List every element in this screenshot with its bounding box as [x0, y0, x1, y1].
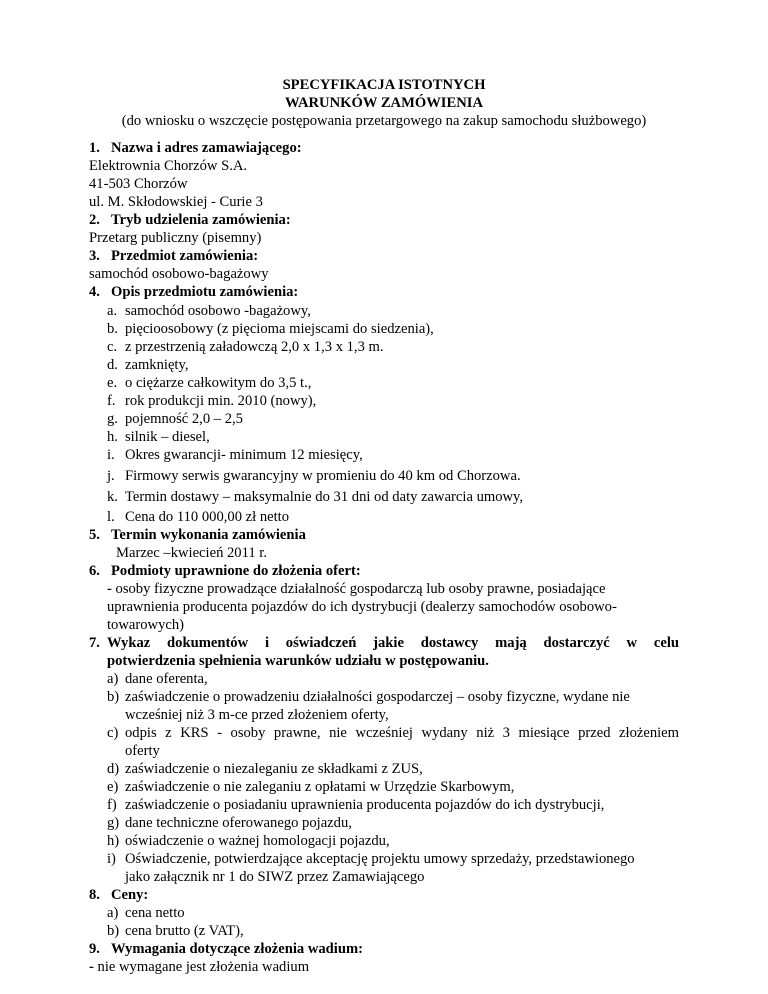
list-item — [107, 670, 208, 688]
section-6-line-1 — [107, 580, 605, 598]
list-item — [107, 724, 679, 742]
section-9-heading — [89, 940, 363, 958]
list-marker: g) — [107, 815, 120, 831]
section-5-heading — [89, 526, 306, 544]
list-marker: b. — [107, 321, 118, 337]
list-marker: f) — [107, 797, 117, 813]
section-number: 1. — [89, 140, 100, 156]
section-9-line — [89, 958, 309, 976]
list-item — [107, 356, 188, 374]
list-item — [107, 832, 390, 850]
section-6-line-3: towarowych) — [107, 617, 184, 633]
list-item — [107, 760, 423, 778]
list-text: Okres gwarancji- minimum 12 miesięcy, — [125, 447, 363, 463]
section-8-heading — [89, 886, 148, 904]
section-2-text: Przetarg publiczny (pisemny) — [89, 230, 262, 246]
list-text: dane techniczne oferowanego pojazdu, — [125, 815, 352, 831]
list-item — [107, 796, 604, 814]
list-text: zaświadczenie o posiadaniu uprawnienia producenta pojazdów do ich dystrybucji, — [125, 797, 605, 813]
list-item — [107, 446, 363, 464]
list-marker: e) — [107, 779, 119, 795]
list-item — [107, 338, 384, 356]
list-text: cena brutto (z VAT), — [125, 923, 244, 939]
list-text: Oświadczenie, potwierdzające akceptację projektu umowy sprzedaży, przedstawionego — [125, 851, 635, 867]
title-line-2: WARUNKÓW ZAMÓWIENIA — [285, 95, 483, 111]
company-name: Elektrownia Chorzów S.A. — [89, 158, 248, 174]
list-marker: a) — [107, 905, 119, 921]
section-title: Termin wykonania zamówienia — [111, 527, 306, 543]
section-title: Tryb udzielenia zamówienia: — [111, 212, 291, 228]
list-text: Cena do 110 000,00 zł netto — [125, 509, 290, 525]
list-item — [107, 904, 185, 922]
section-number: 7. — [89, 635, 100, 651]
list-item — [107, 392, 316, 410]
list-text: pojemność 2,0 – 2,5 — [125, 411, 243, 427]
section-title: Nazwa i adres zamawiającego: — [111, 140, 302, 156]
list-text: samochód osobowo -bagażowy, — [125, 303, 311, 319]
list-text: rok produkcji min. 2010 (nowy), — [125, 393, 317, 409]
section-title: Opis przedmiotu zamówienia: — [111, 284, 299, 300]
list-marker: a) — [107, 671, 119, 687]
section-title: Przedmiot zamówienia: — [111, 248, 259, 264]
section-title: Wymagania dotyczące złożenia wadium: — [111, 941, 363, 957]
list-text: z przestrzenią załadowczą 2,0 x 1,3 x 1,3 m. — [125, 339, 384, 355]
list-item — [107, 922, 244, 940]
list-item — [107, 814, 352, 832]
list-text: silnik – diesel, — [125, 429, 210, 445]
section-5-text: Marzec –kwiecień 2011 r. — [116, 545, 268, 561]
list-item — [107, 428, 210, 446]
section-1-heading — [89, 139, 302, 157]
list-item-continuation: wcześniej niż 3 m-ce przed złożeniem oferty, — [125, 707, 389, 723]
list-marker: c) — [107, 725, 119, 741]
section-2-heading — [89, 211, 291, 229]
section-7-heading-2: potwierdzenia spełnienia warunków udziału w postępowaniu. — [107, 653, 489, 669]
list-text: Termin dostawy – maksymalnie do 31 dni od daty zawarcia umowy, — [125, 489, 524, 505]
section-6-text-1: osoby fizyczne prowadzące działalność gospodarczą lub osoby prawne, posiadające — [111, 581, 606, 597]
list-text: cena netto — [125, 905, 185, 921]
list-item — [107, 688, 630, 706]
section-title: Wykaz dokumentów i oświadczeń jakie dostawcy mają dostarczyć w celu — [107, 635, 679, 651]
list-item — [107, 508, 289, 526]
list-marker: j. — [107, 468, 115, 484]
list-marker: d. — [107, 357, 118, 373]
list-item — [107, 850, 635, 868]
list-text: oświadczenie o ważnej homologacji pojazdu, — [125, 833, 390, 849]
section-number: 5. — [89, 527, 100, 543]
list-text: Firmowy serwis gwarancyjny w promieniu do 40 km od Chorzowa. — [125, 468, 521, 484]
list-marker: i) — [107, 851, 116, 867]
list-item — [107, 467, 521, 485]
list-marker: f. — [107, 393, 116, 409]
section-4-heading — [89, 283, 298, 301]
list-marker: d) — [107, 761, 120, 777]
company-postal: 41-503 Chorzów — [89, 176, 188, 192]
list-marker: l. — [107, 509, 115, 525]
section-number: 6. — [89, 563, 100, 579]
section-number: 2. — [89, 212, 100, 228]
list-text: dane oferenta, — [125, 671, 208, 687]
section-6-line-2: uprawnienia producenta pojazdów do ich dystrybucji (dealerzy samochodów osobowo- — [107, 599, 617, 615]
list-marker: b) — [107, 923, 120, 939]
section-6-heading — [89, 562, 361, 580]
list-text: zaświadczenie o nie zaleganiu z opłatami w Urzędzie Skarbowym, — [125, 779, 515, 795]
list-text: o ciężarze całkowitym do 3,5 t., — [125, 375, 312, 391]
list-marker: g. — [107, 411, 118, 427]
list-item — [107, 410, 243, 428]
company-street: ul. M. Skłodowskiej - Curie 3 — [89, 194, 263, 210]
list-marker: a. — [107, 303, 118, 319]
section-number: 3. — [89, 248, 100, 264]
section-title: Podmioty uprawnione do złożenia ofert: — [111, 563, 361, 579]
list-item — [107, 488, 523, 506]
list-item — [107, 778, 514, 796]
dash: - — [107, 581, 112, 597]
title-line-1: SPECYFIKACJA ISTOTNYCH — [282, 77, 486, 93]
list-text: zaświadczenie o prowadzeniu działalności gospodarczej – osoby fizyczne, wydane nie — [125, 689, 630, 705]
list-marker: i. — [107, 447, 115, 463]
list-text: pięcioosobowy (z pięcioma miejscami do siedzenia), — [125, 321, 434, 337]
list-item-continuation: oferty — [125, 743, 160, 759]
list-item — [107, 302, 311, 320]
section-number: 4. — [89, 284, 100, 300]
list-item — [107, 320, 434, 338]
section-number: 9. — [89, 941, 100, 957]
list-marker: k. — [107, 489, 118, 505]
list-marker: c. — [107, 339, 118, 355]
list-marker: e. — [107, 375, 118, 391]
list-item-continuation: jako załącznik nr 1 do SIWZ przez Zamawiającego — [125, 869, 425, 885]
dash: - — [89, 959, 94, 975]
list-item — [107, 374, 311, 392]
list-text: zamknięty, — [125, 357, 189, 373]
section-title: Ceny: — [111, 887, 149, 903]
section-7-heading — [89, 634, 679, 652]
list-marker: b) — [107, 689, 120, 705]
list-marker: h) — [107, 833, 120, 849]
subtitle: (do wniosku o wszczęcie postępowania przetargowego na zakup samochodu służbowego) — [121, 113, 647, 129]
section-3-heading — [89, 247, 258, 265]
list-marker: h. — [107, 429, 118, 445]
section-9-text: nie wymagane jest złożenia wadium — [93, 959, 310, 975]
section-3-text: samochód osobowo-bagażowy — [89, 266, 269, 282]
list-text: odpis z KRS - osoby prawne, nie wcześniej wydany niż 3 miesiące przed złożeniem — [125, 725, 679, 741]
section-number: 8. — [89, 887, 100, 903]
list-text: zaświadczenie o niezaleganiu ze składkami z ZUS, — [125, 761, 423, 777]
